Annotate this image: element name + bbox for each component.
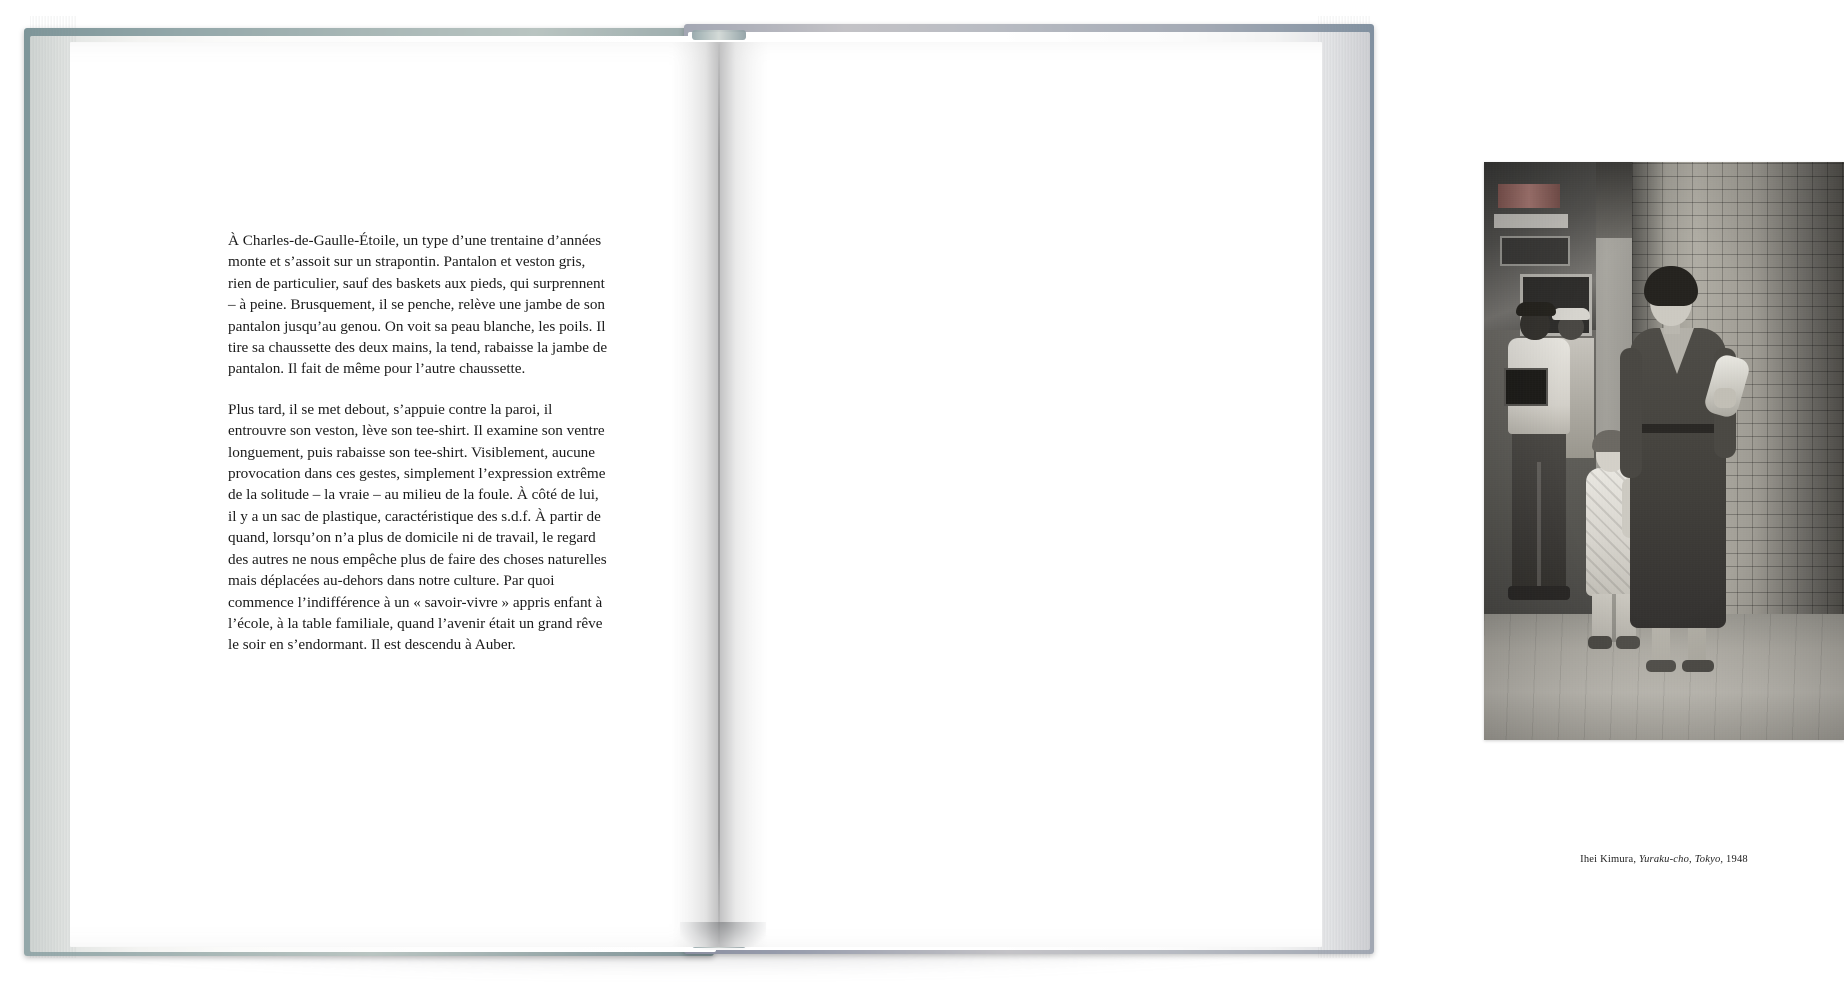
left-page <box>70 42 718 947</box>
caption-work-title: Yuraku-cho, Tokyo, <box>1639 854 1724 865</box>
paragraph-2: Plus tard, il se met debout, s’appuie contre la paroi, il entrouvre son veston, lève son tee-shirt. Il examine son ventre longuement, puis rabaisse son tee-shirt. Visiblement, aucune provocation dans ces gestes, simplement l’expression extrême de la solitude – la vraie – au milieu de la foule. À côté de lui, il y a un sac de plastique, caractéristique des s.d.f. À partir de quand, lorsqu’on n’a plus de domicile ni de travail, le regard des autres ne nous empêche plus de faire des choses naturelles mais déplacées au-dehors dans notre culture. Par quoi commence l’indifférence à un « savoir-vivre » appris enfant à l’école, à la table familiale, quand l’avenir était un grand rêve le soir en s’endormant. Il est descendu à Auber. <box>228 400 607 654</box>
book-gutter-seam <box>718 44 720 944</box>
plate-caption <box>1484 854 1844 865</box>
photograph-image <box>1484 162 1844 740</box>
caption-year: 1948 <box>1726 854 1748 865</box>
headband-top <box>692 30 746 40</box>
right-page <box>718 42 1748 947</box>
book-gutter-bottom-shadow <box>680 922 766 950</box>
page-edge-striation-right <box>1318 16 1370 958</box>
photo-grain <box>1484 162 1844 740</box>
body-text-column <box>228 230 608 656</box>
paragraph-1: À Charles-de-Gaulle-Étoile, un type d’une trentaine d’années monte et s’assoit sur un strapontin. Pantalon et veston gris, rien de particulier, sauf des baskets aux pieds, qui surprennent – à peine. Brusquement, il se penche, relève une jambe de son pantalon jusqu’au genou. On voit sa peau blanche, les poils. Il tire sa chaussette des deux mains, la tend, rabaisse la jambe de pantalon. Il fait de même pour l’autre chaussette. <box>228 232 608 378</box>
photograph-plate <box>1484 162 1844 740</box>
open-book <box>24 16 1748 958</box>
caption-photographer: Ihei Kimura, <box>1580 854 1637 865</box>
